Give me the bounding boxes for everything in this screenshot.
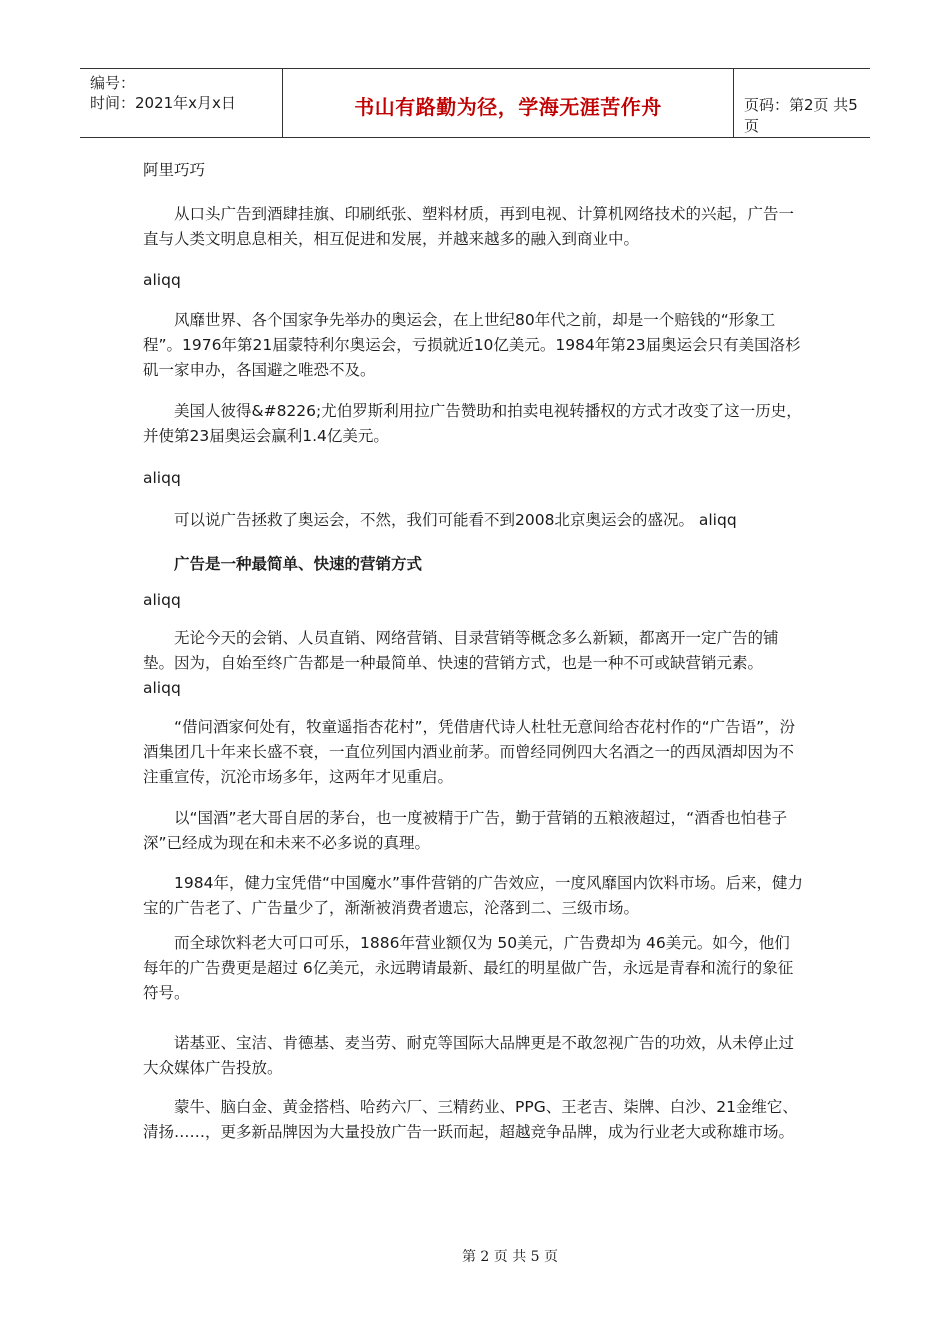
body-paragraph: 1984年，健力宝凭借“中国魔水”事件营销的广告效应，一度风靡国内饮料市场。后来，健力宝的广告老了、广告量少了，渐渐被消费者遗忘，沦落到二、三级市场。 <box>143 874 804 917</box>
header-page-cell <box>734 69 870 137</box>
body-paragraph: 美国人彼得&#8226;尤伯罗斯利用拉广告赞助和拍卖电视转播权的方式才改变了这一历史，并使第23届奥运会赢利1.4亿美元。 <box>143 402 802 445</box>
body-paragraph: aliqq <box>143 271 181 289</box>
document-number-label: 编号： <box>90 74 136 92</box>
body-paragraph: 阿里巧巧 <box>143 161 206 179</box>
header-motto: 书山有路勤为径，学海无涯苦作舟 <box>354 95 662 119</box>
body-paragraph: 无论今天的会销、人员直销、网络营销、目录营销等概念多么新颖，都离开一定广告的铺垫。因为，自始至终广告都是一种最简单、快速的营销方式，也是一种不可或缺营销元素。 aliqq <box>143 629 779 697</box>
body-paragraph: 蒙牛、脑白金、黄金搭档、哈药六厂、三精药业、PPG、王老吉、柒牌、白沙、21金维它、清扬……，更多新品牌因为大量投放广告一跃而起，超越竞争品牌，成为行业老大或称雄市场。 <box>143 1098 798 1141</box>
page-footer <box>0 1246 950 1266</box>
body-paragraph: 以“国酒”老大哥自居的茅台，也一度被精于广告，勤于营销的五粮液超过，“酒香也怕巷子深”已经成为现在和未来不必多说的真理。 <box>143 809 788 852</box>
document-time-label: 时间：2021年x月x日 <box>90 94 236 112</box>
body-paragraph: 从口头广告到酒肆挂旗、印刷纸张、塑料材质，再到电视、计算机网络技术的兴起，广告一直与人类文明息息相关，相互促进和发展，并越来越多的融入到商业中。 <box>143 205 795 248</box>
body-paragraph: 可以说广告拯救了奥运会，不然，我们可能看不到2008北京奥运会的盛况。 aliqq <box>174 511 737 529</box>
body-paragraph: “借问酒家何处有，牧童遥指杏花村”，凭借唐代诗人杜牡无意间给杏花村作的“广告语”，汾酒集团几十年来长盛不衰，一直位列国内酒业前茅。而曾经同例四大名酒之一的西凤酒却因为不注重宣传，沉沦市场多年，这两年才见重启。 <box>143 718 796 786</box>
header-info-cell <box>80 69 282 137</box>
header-page-code: 页码：第2页 共5页 <box>744 96 858 135</box>
body-paragraph: aliqq <box>143 469 181 487</box>
body-paragraph: 而全球饮料老大可口可乐，1886年营业额仅为 50美元，广告费却为 46美元。如今，他们每年的广告费更是超过 6亿美元，永远聘请最新、最红的明星做广告，永远是青春和流行的象征符号。 <box>143 934 794 1002</box>
body-paragraph: 诺基亚、宝洁、肯德基、麦当劳、耐克等国际大品牌更是不敢忽视广告的功效，从未停止过大众媒体广告投放。 <box>143 1034 795 1077</box>
header-motto-cell <box>282 69 734 137</box>
section-heading: 广告是一种最简单、快速的营销方式 <box>174 555 423 573</box>
body-paragraph: 风靡世界、各个国家争先举办的奥运会，在上世纪80年代之前，却是一个赔钱的“形象工程”。1976年第21届蒙特利尔奥运会，亏损就近10亿美元。1984年第23届奥运会只有美国洛杉矶一家申办，各国避之唯恐不及。 <box>143 311 801 379</box>
page-header <box>80 68 870 138</box>
body-paragraph: aliqq <box>143 591 181 609</box>
footer-page-number: 第 2 页 共 5 页 <box>461 1249 559 1265</box>
